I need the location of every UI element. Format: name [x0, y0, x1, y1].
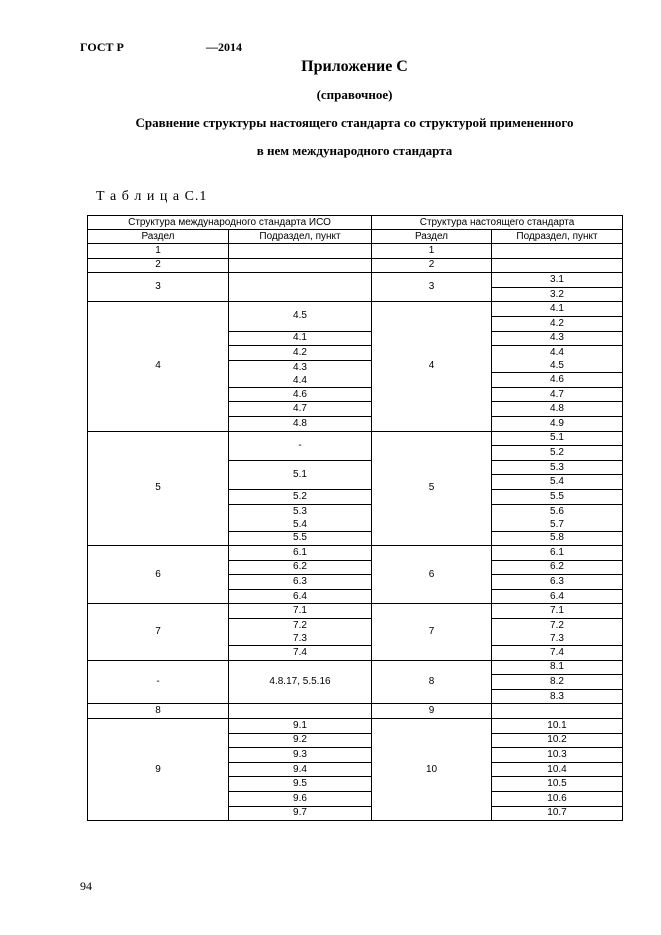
iso-subsection-cell: 9.7 [229, 806, 372, 821]
iso-subsection-cell: 4.8.17, 5.5.16 [229, 660, 372, 704]
table-row [88, 244, 623, 259]
this-section-cell: 5 [372, 431, 492, 546]
iso-subsection-cell: 9.2 [229, 733, 372, 748]
appendix-note: (справочное) [316, 87, 393, 102]
iso-subsection-cell: 9.1 [229, 719, 372, 734]
this-subsection-cell: 5.4 [492, 475, 623, 490]
iso-subsection-cell [229, 244, 372, 259]
this-subsection-cell [492, 704, 623, 719]
this-section-cell: 1 [372, 244, 492, 259]
this-subsection-cell: 5.1 [492, 431, 623, 446]
iso-subsection-cell: 9.4 [229, 762, 372, 777]
this-subsection-cell: 5.8 [492, 531, 623, 546]
iso-subsection-cell [229, 258, 372, 273]
this-subsection-cell: 6.4 [492, 589, 623, 604]
iso-subsection-cell: 5.3 5.4 [229, 504, 372, 531]
this-subsection-cell: 5.5 [492, 489, 623, 504]
this-subsection-cell: 8.3 [492, 689, 623, 704]
heading-line-1: Сравнение структуры настоящего стандарта со структурой примененного [135, 115, 574, 130]
iso-subsection-cell: 9.3 [229, 748, 372, 763]
iso-subsection-cell: 7.1 [229, 604, 372, 619]
iso-section-cell: 3 [88, 273, 229, 302]
this-subsection-cell: 6.2 [492, 560, 623, 575]
this-subsection-cell: 8.1 [492, 660, 623, 675]
this-subsection-cell: 4.9 [492, 416, 623, 431]
this-subsection-cell: 5.2 [492, 446, 623, 461]
iso-subsection-cell: 4.6 [229, 387, 372, 402]
iso-section-cell: 1 [88, 244, 229, 259]
this-subsection-cell: 3.2 [492, 287, 623, 302]
this-subsection-cell [492, 244, 623, 259]
this-subsection-cell [492, 258, 623, 273]
this-section-cell: 8 [372, 660, 492, 704]
iso-subsection-cell: 7.2 7.3 [229, 619, 372, 646]
this-subsection-cell: 5.6 5.7 [492, 504, 623, 531]
iso-section-cell: 4 [88, 302, 229, 431]
iso-subsection-cell: 4.1 [229, 331, 372, 346]
this-subsection-cell: 6.3 [492, 575, 623, 590]
iso-subsection-cell: 7.4 [229, 646, 372, 661]
iso-subsection-cell [229, 704, 372, 719]
appendix-title: Приложение С [301, 58, 408, 75]
this-subsection-cell: 4.3 [492, 331, 623, 346]
iso-section-cell: - [88, 660, 229, 704]
iso-subsection-cell: 6.4 [229, 589, 372, 604]
iso-subsection-cell: - [229, 431, 372, 460]
table-row [88, 604, 623, 619]
iso-subsection-cell: 6.2 [229, 560, 372, 575]
this-section-cell: 9 [372, 704, 492, 719]
comparison-table [87, 215, 623, 821]
standard-year: —2014 [206, 40, 242, 54]
this-subsection-cell: 8.2 [492, 675, 623, 690]
standard-code: ГОСТ Р [80, 40, 124, 54]
iso-subsection-cell: 5.1 [229, 460, 372, 489]
iso-subsection-cell: 4.8 [229, 416, 372, 431]
heading-line-2: в нем международного стандарта [256, 143, 453, 158]
this-section-cell: 7 [372, 604, 492, 660]
iso-subsection-cell: 4.2 [229, 346, 372, 361]
iso-subsection-cell: 9.6 [229, 792, 372, 807]
this-subsection-cell: 10.5 [492, 777, 623, 792]
this-subsection-cell: 4.4 4.5 [492, 346, 623, 373]
this-section-cell: 3 [372, 273, 492, 302]
table-row [88, 719, 623, 734]
iso-subsection-cell: 4.3 4.4 [229, 360, 372, 387]
iso-subsection-cell: 9.5 [229, 777, 372, 792]
iso-subsection-cell [229, 273, 372, 302]
this-subsection-cell: 7.1 [492, 604, 623, 619]
this-section-cell: 2 [372, 258, 492, 273]
iso-section-cell: 7 [88, 604, 229, 660]
this-subsection-cell: 10.4 [492, 762, 623, 777]
this-subsection-cell: 7.2 7.3 [492, 619, 623, 646]
table-caption: Т а б л и ц а С.1 [96, 189, 208, 204]
table-row [88, 273, 623, 288]
table-row [88, 302, 623, 317]
this-section-header: Раздел [372, 230, 492, 244]
this-subsection-cell: 5.3 [492, 460, 623, 475]
iso-section-cell: 6 [88, 546, 229, 604]
comparison-table-wrapper [87, 215, 622, 821]
table-row [88, 660, 623, 675]
this-subsection-cell: 7.4 [492, 646, 623, 661]
this-subsection-cell: 6.1 [492, 546, 623, 561]
iso-section-cell: 2 [88, 258, 229, 273]
this-subsection-cell: 4.2 [492, 316, 623, 331]
this-subsection-cell: 10.6 [492, 792, 623, 807]
table-row [88, 431, 623, 446]
this-section-cell: 10 [372, 719, 492, 821]
this-structure-header: Структура настоящего стандарта [372, 216, 623, 230]
iso-section-cell: 8 [88, 704, 229, 719]
iso-subsection-cell: 5.2 [229, 489, 372, 504]
iso-subsection-cell: 6.1 [229, 546, 372, 561]
iso-section-header: Раздел [88, 230, 229, 244]
this-subsection-cell: 10.3 [492, 748, 623, 763]
iso-section-cell: 5 [88, 431, 229, 546]
this-section-cell: 6 [372, 546, 492, 604]
this-subsection-cell: 4.1 [492, 302, 623, 317]
this-subsection-cell: 3.1 [492, 273, 623, 288]
this-subsection-cell: 4.8 [492, 402, 623, 417]
iso-structure-header: Структура международного стандарта ИСО [88, 216, 372, 230]
iso-section-cell: 9 [88, 719, 229, 821]
this-subsection-cell: 4.6 [492, 373, 623, 388]
iso-subsection-cell: 6.3 [229, 575, 372, 590]
this-subsection-cell: 10.7 [492, 806, 623, 821]
this-subsection-header: Подраздел, пункт [492, 230, 623, 244]
iso-subsection-cell: 4.5 [229, 302, 372, 331]
iso-subsection-header: Подраздел, пункт [229, 230, 372, 244]
this-section-cell: 4 [372, 302, 492, 431]
this-subsection-cell: 10.2 [492, 733, 623, 748]
table-row [88, 258, 623, 273]
table-row [88, 546, 623, 561]
table-row [88, 704, 623, 719]
iso-subsection-cell: 4.7 [229, 402, 372, 417]
this-subsection-cell: 10.1 [492, 719, 623, 734]
this-subsection-cell: 4.7 [492, 387, 623, 402]
iso-subsection-cell: 5.5 [229, 531, 372, 546]
page-number: 94 [80, 879, 92, 893]
